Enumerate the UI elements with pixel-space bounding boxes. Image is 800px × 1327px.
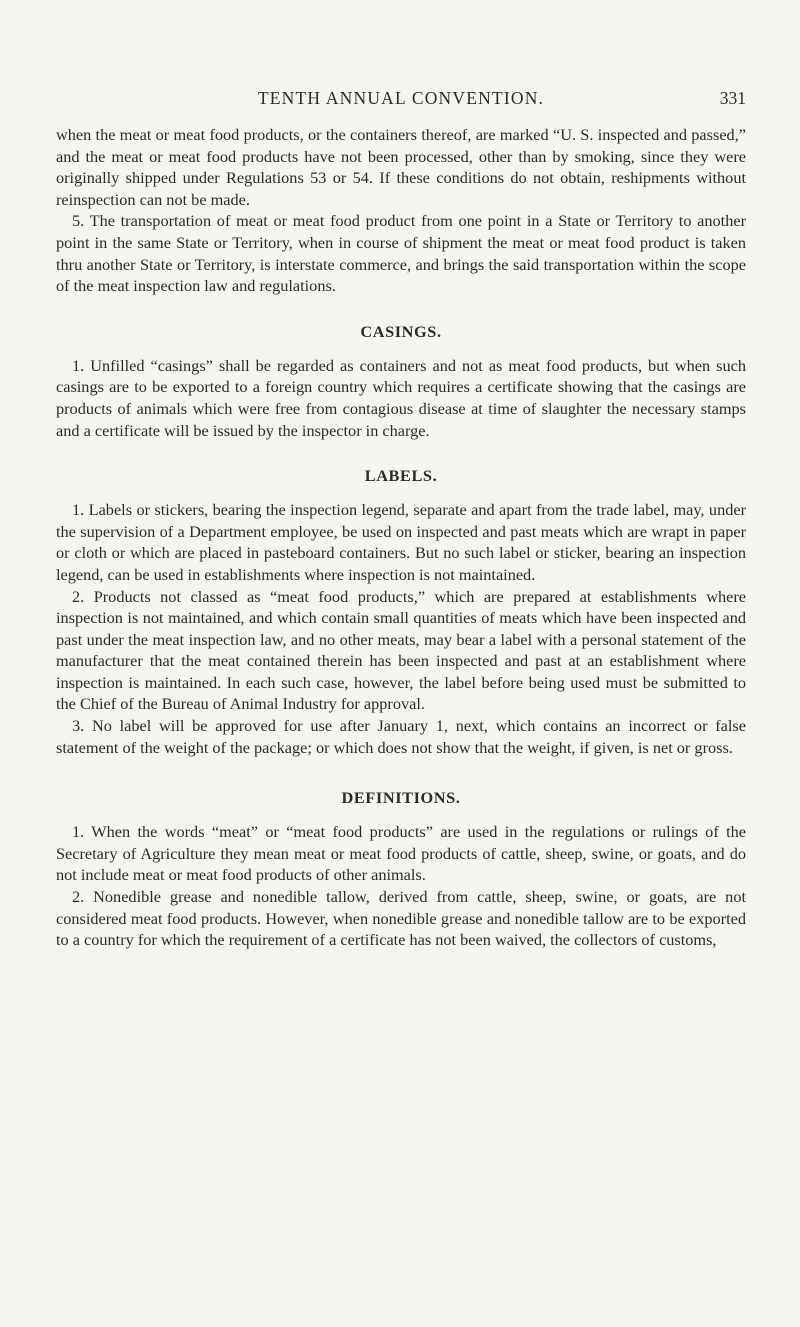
section-heading-labels: LABELS. [364, 466, 438, 486]
section-heading-definitions: DEFINITIONS. [341, 788, 461, 808]
section-heading-casings: CASINGS. [360, 321, 442, 341]
body-text [56, 124, 746, 951]
paragraph-continuation: when the meat or meat food products, or the containers thereof, are marked “U. S. inspected and passed,” and the meat or meat food products have not been processed, other than by smoking, since they were originally shipped under Regulations 53 or 54. If these conditions do not obtain, reshipments without reinspection can not be made. [56, 125, 746, 209]
running-title: TENTH ANNUAL CONVENTION. [257, 88, 545, 108]
paragraph-definitions-2: 2. Nonedible grease and nonedible tallow, derived from cattle, sheep, swine, or goats, are not considered meat food products. However, when nonedible grease and nonedible tallow are to be exported to a country for which the requirement of a certificate has not been waived, the collectors of customs, [56, 887, 746, 950]
paragraph-labels-2: 2. Products not classed as “meat food products,” which are prepared at establishments where inspection is not maintained, and which contain small quantities of meats which have been inspected and past under the meat inspection law, and no other meats, may bear a label with a personal statement of the manufacturer that the meat contained therein has been inspected and past at an establishment where inspection is maintained. In each such case, however, the label before being used must be submitted to the Chief of the Bureau of Animal Industry for approval. [56, 586, 746, 714]
page-number: 331 [719, 88, 746, 108]
paragraph-definitions-1: 1. When the words “meat” or “meat food products” are used in the regulations or rulings of the Secretary of Agriculture they mean meat or meat food products of cattle, sheep, swine, or goats, and do not include meat or meat food products of other animals. [56, 822, 746, 885]
running-head [56, 88, 746, 112]
paragraph-labels-3: 3. No label will be approved for use after January 1, next, which contains an incorrect or false statement of the weight of the package; or which does not show that the weight, if given, is net or gross. [56, 716, 746, 757]
paragraph-casings-1: 1. Unfilled “casings” shall be regarded as containers and not as meat food products, but when such casings are to be exported to a foreign country which requires a certificate showing that the casings are products of animals which were free from contagious disease at time of slaughter the necessary stamps and a certificate will be issued by the inspector in charge. [56, 355, 746, 440]
paragraph-labels-1: 1. Labels or stickers, bearing the inspection legend, separate and apart from the trade label, may, under the supervision of a Department employee, be used on inspected and past meats which are wrapt in paper or cloth or which are placed in pasteboard containers. But no such label or sticker, bearing an inspection legend, can be used in establishments where inspection is not maintained. [56, 500, 746, 584]
paragraph-interstate-commerce: 5. The transportation of meat or meat food product from one point in a State or Territory to another point in the same State or Territory, when in course of shipment the meat or meat food product is taken thru another State or Territory, is interstate commerce, and brings the said transportation within the scope of the meat inspection law and regulations. [56, 211, 746, 296]
